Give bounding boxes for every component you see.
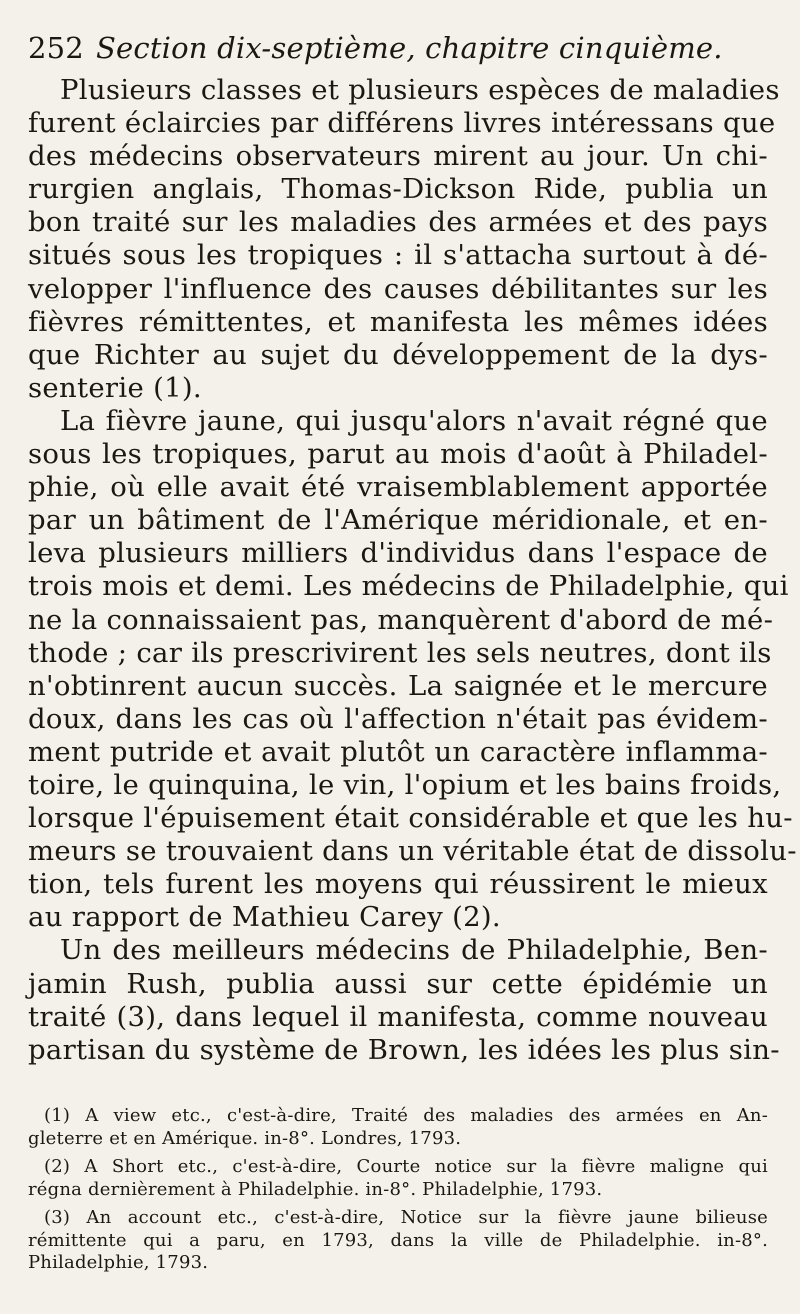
footnote (28, 1105, 768, 1150)
footnote (28, 1207, 768, 1275)
footnote (28, 1156, 768, 1201)
text-line: trois mois et demi. Les médecins de Philadelphie, qui (28, 570, 789, 603)
footnote-line: Philadelphie, 1793. (28, 1252, 209, 1273)
text-line: jamin Rush, publia aussi sur cette épidémie un (28, 967, 768, 1000)
text-line: leva plusieurs milliers d'individus dans l'espace de (28, 537, 768, 570)
text-line: des médecins observateurs mirent au jour. Un chi- (28, 140, 768, 173)
text-line: bon traité sur les maladies des armées et des pays (28, 206, 768, 239)
text-line: doux, dans les cas où l'affection n'était pas évidem- (28, 702, 768, 735)
text-line: sous les tropiques, parut au mois d'août à Philadel- (28, 438, 768, 471)
text-line: La fièvre jaune, qui jusqu'alors n'avait régné que (60, 404, 768, 437)
text-line: fièvres rémittentes, et manifesta les mêmes idées (28, 305, 768, 338)
text-line: ne la connaissaient pas, manquèrent d'abord de mé- (28, 603, 774, 636)
text-line: rurgien anglais, Thomas-Dickson Ride, publia un (28, 173, 768, 206)
text-line: n'obtinrent aucun succès. La saignée et le mercure (28, 669, 768, 702)
text-line: tion, tels furent les moyens qui réussirent le mieux (28, 868, 768, 901)
text-line: furent éclaircies par différens livres intéressans que (28, 107, 776, 140)
footnote-line: gleterre et en Amérique. in-8°. Londres, 1793. (28, 1127, 462, 1149)
footnotes (28, 1105, 768, 1281)
text-line: par un bâtiment de l'Amérique méridionale, et en- (28, 504, 768, 537)
text-line: au rapport de Mathieu Carey (2). (28, 901, 501, 934)
text-line: meurs se trouvaient dans un véritable état de dissolu- (28, 835, 797, 868)
page-number: 252 (28, 31, 84, 65)
footnote-line: (3) An account etc., c'est-à-dire, Notice sur la fièvre jaune bilieuse (44, 1207, 768, 1228)
body-text (28, 74, 797, 1067)
text-line: senterie (1). (28, 371, 202, 404)
footnote-line: rémittente qui a paru, en 1793, dans la ville de Philadelphie. in-8°. (28, 1229, 768, 1251)
text-line: Plusieurs classes et plusieurs espèces de maladies (60, 74, 780, 106)
footnote-line: régna dernièrement à Philadelphie. in-8°. Philadelphie, 1793. (28, 1178, 603, 1200)
text-line: thode ; car ils prescrivirent les sels neutres, dont ils (28, 636, 772, 669)
text-line: traité (3), dans lequel il manifesta, comme nouveau (28, 1000, 768, 1033)
text-line: velopper l'influence des causes débilitantes sur les (28, 272, 768, 305)
text-line: situés sous les tropiques : il s'attacha surtout à dé- (28, 239, 768, 272)
footnote-line: (2) A Short etc., c'est-à-dire, Courte notice sur la fièvre maligne qui (44, 1156, 768, 1177)
text-line: partisan du système de Brown, les idées les plus sin- (28, 1033, 780, 1066)
text-line: ment putride et avait plutôt un caractère inflamma- (28, 735, 768, 768)
text-line: phie, où elle avait été vraisemblablement apportée (28, 471, 768, 504)
book-page (28, 28, 797, 1290)
text-line: lorsque l'épuisement était considérable et que les hu- (28, 802, 793, 835)
footnote-line: (1) A view etc., c'est-à-dire, Traité des maladies des armées en An- (44, 1105, 768, 1126)
running-title: Section dix-septième, chapitre cinquième. (95, 31, 723, 65)
page-header (28, 28, 768, 68)
text-line: toire, le quinquina, le vin, l'opium et les bains froids, (28, 768, 782, 801)
text-line: que Richter au sujet du développement de la dys- (28, 338, 768, 371)
text-line: Un des meilleurs médecins de Philadelphie, Ben- (60, 934, 768, 967)
